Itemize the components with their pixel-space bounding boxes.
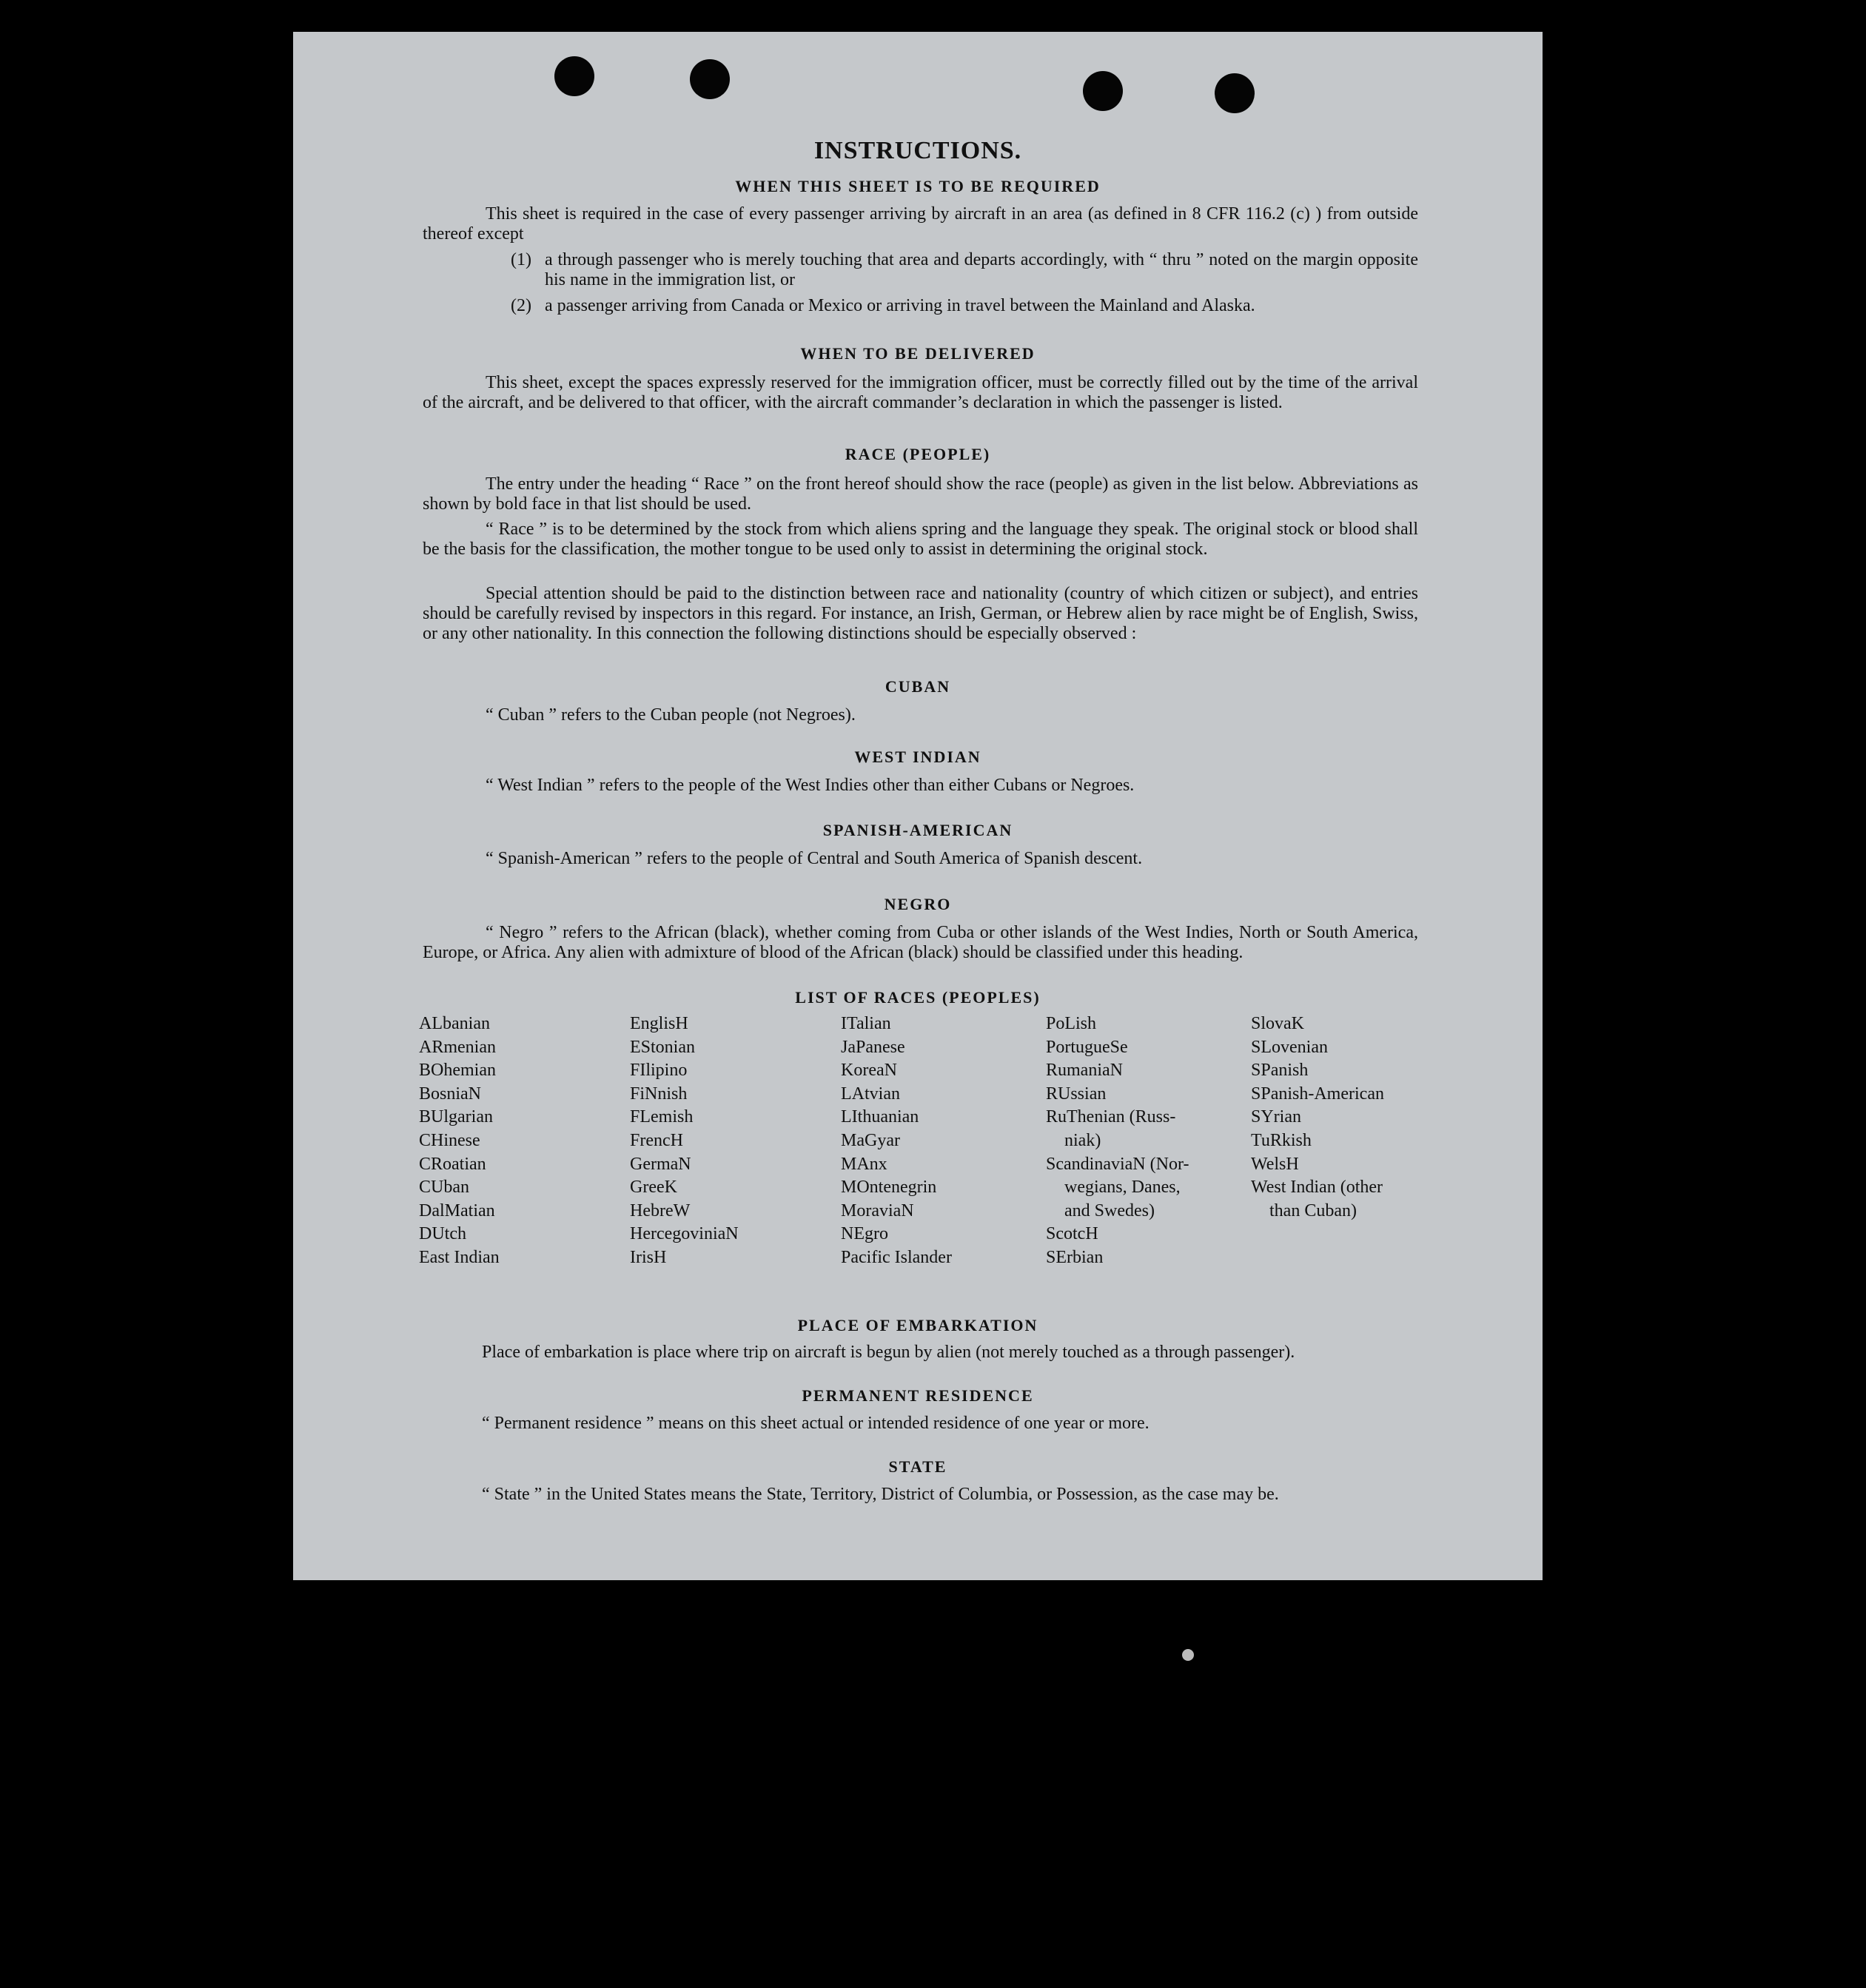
race-entry: RuThenian (Russ- — [1046, 1107, 1176, 1127]
scan-speck — [1182, 1649, 1194, 1661]
heading-west-indian: WEST INDIAN — [854, 748, 981, 766]
race-entry: SLovenian — [1251, 1037, 1328, 1057]
race-entry: LIthuanian — [841, 1107, 919, 1127]
heading-spanish-american: SPANISH-AMERICAN — [822, 821, 1013, 839]
required-item-2 — [511, 296, 1418, 316]
spanish-american-text: “ Spanish-American ” refers to the people of Central and South America of Spanish descent. — [486, 849, 1143, 868]
race-entry: ARmenian — [419, 1037, 496, 1057]
race-entry: DUtch — [419, 1224, 466, 1244]
races-column-5 — [1251, 1013, 1384, 1223]
race-entry: TuRkish — [1251, 1130, 1312, 1150]
race-entry: EnglisH — [630, 1014, 688, 1033]
delivered-text: This sheet, except the spaces expressly reserved for the immigration officer, must be correctly filled out by the time of the arrival of the aircraft, and be delivered to that officer, with the aircraft commander’s declaration in which the passenger is listed. — [423, 373, 1418, 412]
heading-delivered: WHEN TO BE DELIVERED — [800, 344, 1036, 363]
residence-text: “ Permanent residence ” means on this sheet actual or intended residence of one year or more. — [482, 1414, 1150, 1433]
races-list — [419, 1013, 1426, 1309]
race-entry: ScandinaviaN (Nor- — [1046, 1154, 1189, 1174]
race-entry: East Indian — [419, 1247, 500, 1267]
required-intro: This sheet is required in the case of every passenger arriving by aircraft in an area (as defined in 8 CFR 116.2 (c) ) from outside thereof except — [423, 204, 1418, 244]
race-entry: GermaN — [630, 1154, 691, 1174]
race-entry: RumaniaN — [1046, 1061, 1123, 1081]
item-text: a through passenger who is merely touching that area and departs accordingly, with “ thru ” noted on the margin opposite his name in the immigration list, or — [545, 250, 1418, 289]
race-entry: WelsH — [1251, 1154, 1299, 1174]
race-entry: CHinese — [419, 1130, 480, 1150]
race-entry-continued: and Swedes) — [1064, 1200, 1155, 1220]
race-entry: ScotcH — [1046, 1224, 1098, 1244]
punch-hole — [1215, 73, 1255, 113]
race-entry: FiNnish — [630, 1084, 688, 1104]
race-entry: RUssian — [1046, 1084, 1107, 1104]
race-entry: ALbanian — [419, 1014, 490, 1033]
race-entry: CUban — [419, 1178, 469, 1198]
races-column-4 — [1046, 1013, 1189, 1270]
race-entry: MaGyar — [841, 1130, 900, 1150]
race-entry: BUlgarian — [419, 1107, 493, 1127]
race-entry: JaPanese — [841, 1037, 905, 1057]
race-paragraph-2: “ Race ” is to be determined by the stock from which aliens spring and the language they speak. The original stock or blood shall be the basis for the classification, the mother tongue to be used only to assist in determining the original stock. — [423, 520, 1418, 559]
race-entry: FIlipino — [630, 1061, 688, 1081]
document-title: INSTRUCTIONS. — [813, 137, 1022, 164]
item-number: (2) — [511, 296, 531, 315]
race-entry: KoreaN — [841, 1061, 897, 1081]
race-paragraph-3: Special attention should be paid to the distinction between race and nationality (country of which citizen or subject), and entries should be carefully revised by inspectors in this regard. For instance, an Irish, German, or Hebrew alien by race might be of English, Swiss, or any other nationality. In this connection the following distinctions should be especially observed : — [423, 584, 1418, 643]
race-entry: SPanish — [1251, 1061, 1309, 1081]
race-entry: FrencH — [630, 1130, 683, 1150]
embarkation-text: Place of embarkation is place where trip on aircraft is begun by alien (not merely touched as a through passenger). — [482, 1343, 1295, 1362]
west-indian-text: “ West Indian ” refers to the people of the West Indies other than either Cubans or Negroes. — [486, 776, 1135, 795]
races-column-2 — [630, 1013, 739, 1270]
races-column-3 — [841, 1013, 952, 1270]
race-entry: ITalian — [841, 1014, 891, 1033]
heading-race: RACE (PEOPLE) — [845, 445, 991, 463]
race-entry: BOhemian — [419, 1061, 496, 1081]
race-entry: DalMatian — [419, 1200, 495, 1220]
item-text: a passenger arriving from Canada or Mexico or arriving in travel between the Mainland and Alaska. — [545, 296, 1255, 315]
state-text: “ State ” in the United States means the State, Territory, District of Columbia, or Possession, as the case may be. — [482, 1485, 1279, 1504]
race-entry: NEgro — [841, 1224, 888, 1244]
race-entry: CRoatian — [419, 1154, 486, 1174]
heading-required: WHEN THIS SHEET IS TO BE REQUIRED — [735, 177, 1101, 195]
race-entry: GreeK — [630, 1178, 677, 1198]
negro-text: “ Negro ” refers to the African (black), whether coming from Cuba or other islands of the West Indies, North or South America, Europe, or Africa. Any alien with admixture of blood of the African (black) should be classified under this heading. — [423, 923, 1418, 962]
race-entry: Pacific Islander — [841, 1247, 952, 1267]
race-entry-continued: wegians, Danes, — [1064, 1178, 1181, 1198]
heading-list-of-races: LIST OF RACES (PEOPLES) — [795, 988, 1041, 1007]
race-entry: SErbian — [1046, 1247, 1104, 1267]
race-entry: West Indian (other — [1251, 1178, 1383, 1198]
race-entry-continued: than Cuban) — [1269, 1200, 1357, 1220]
race-entry: MAnx — [841, 1154, 887, 1174]
race-entry: SlovaK — [1251, 1014, 1304, 1033]
punch-hole — [690, 59, 730, 99]
race-entry: IrisH — [630, 1247, 667, 1267]
race-entry: EStonian — [630, 1037, 695, 1057]
race-entry: MOntenegrin — [841, 1178, 937, 1198]
race-entry: HercegoviniaN — [630, 1224, 739, 1244]
heading-state: STATE — [888, 1457, 947, 1476]
heading-negro: NEGRO — [884, 895, 952, 913]
race-entry: FLemish — [630, 1107, 694, 1127]
heading-embarkation: PLACE OF EMBARKATION — [797, 1316, 1038, 1334]
race-entry: HebreW — [630, 1200, 691, 1220]
cuban-text: “ Cuban ” refers to the Cuban people (not Negroes). — [486, 705, 856, 725]
race-entry: LAtvian — [841, 1084, 900, 1104]
race-entry: BosniaN — [419, 1084, 481, 1104]
race-entry: MoraviaN — [841, 1200, 914, 1220]
document-sheet — [293, 32, 1543, 1580]
punch-hole — [1083, 71, 1123, 111]
item-number: (1) — [511, 250, 531, 269]
punch-hole — [554, 56, 594, 96]
heading-cuban: CUBAN — [885, 677, 951, 696]
race-paragraph-1: The entry under the heading “ Race ” on the front hereof should show the race (people) as given in the list below. Abbreviations as shown by bold face in that list should be used. — [423, 474, 1418, 514]
race-entry: SYrian — [1251, 1107, 1301, 1127]
race-entry: SPanish-American — [1251, 1084, 1384, 1104]
race-entry: PortugueSe — [1046, 1037, 1128, 1057]
heading-residence: PERMANENT RESIDENCE — [802, 1386, 1034, 1405]
race-entry-continued: niak) — [1064, 1130, 1101, 1150]
race-entry: PoLish — [1046, 1014, 1097, 1033]
required-item-1 — [511, 250, 1418, 290]
races-column-1 — [419, 1013, 500, 1270]
